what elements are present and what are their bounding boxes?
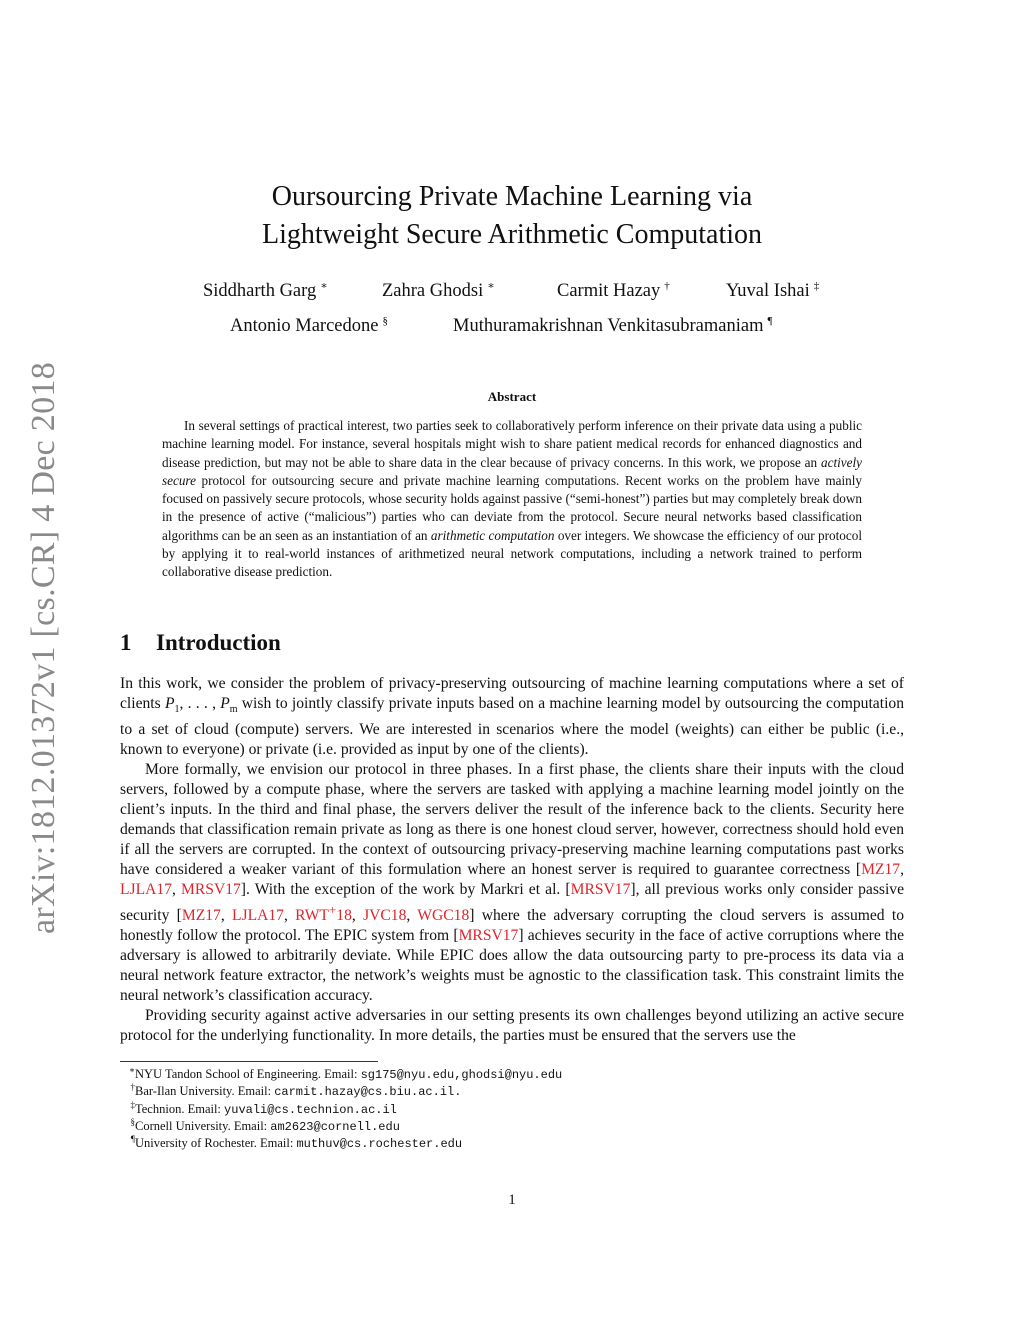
emphasis-arithmetic-computation: arithmetic computation	[430, 527, 555, 543]
author-ishai: Yuval Ishai ‡	[726, 280, 820, 301]
email-address[interactable]: yuvali@cs.technion.ac.il	[224, 1102, 397, 1117]
math-clients: $P_1$, . . . , $P_m$	[164, 695, 238, 716]
citation-link[interactable]: LJLA17	[232, 907, 284, 925]
citation-link[interactable]: MZ17	[181, 907, 221, 925]
citation-link[interactable]: MRSV17	[181, 881, 241, 899]
section-title: Introduction	[156, 630, 281, 655]
author-garg: Siddharth Garg ∗	[203, 280, 328, 301]
affiliation-mark: ∗	[487, 280, 495, 292]
page-number: 1	[508, 1192, 516, 1208]
citation-link[interactable]: MZ17	[861, 861, 901, 879]
email-address[interactable]: sg175@nyu.edu,ghodsi@nyu.edu	[360, 1068, 563, 1082]
affiliation-mark: ¶	[767, 315, 773, 327]
affiliation-mark: §	[382, 315, 388, 327]
section-heading-introduction	[120, 629, 281, 657]
abstract-text: In several settings of practical interest, two parties seek to collaboratively perform inference on their private data using a public machine learning model. For instance, several hospitals might wish to share patient medical records for enhanced diagnostics and disease prediction, but may not be able to share data in the clear because of privacy concerns. In this work, we propose an actively secure protocol for outsourcing secure and private machine learning computations. Recent works on the problem have mainly focused on passively secure protocols, whose security holds against passive (“semi-honest”) parties but may completely break down in the presence of active (“malicious”) parties who can deviate from the protocol. Secure neural networks based classification algorithms can be an seen as an instantiation of an arithmetic computation over integers. We showcase the efficiency of our protocol by applying it to real-world instances of arithmetized neural network computations, including a network trained to perform collaborative disease prediction.	[162, 418, 862, 579]
introduction-body	[120, 674, 904, 1046]
citation-link[interactable]: LJLA17	[120, 881, 172, 899]
intro-paragraph-3: Providing security against active adversaries in our setting presents its own challenges beyond utilizing an active secure protocol for the underlying functionality. In more details, the parties must be ensured that the servers use the	[120, 1007, 904, 1045]
arxiv-identifier-stamp: arXiv:1812.01372v1 [cs.CR] 4 Dec 2018	[25, 361, 62, 935]
citation-link[interactable]: MRSV17	[570, 881, 631, 899]
email-address[interactable]: am2623@cornell.edu	[270, 1119, 400, 1134]
intro-paragraph-1: In this work, we consider the problem of privacy-preserving outsourcing of machine learning computations where a set of clients $P_1$, . . . , $P_m$ wish to jointly classify private inputs based on a machine learning model by outsourcing the computation to a set of cloud (compute) servers. We are interested in scenarios where the model (weights) can either be public (i.e., known to everyone) or private (i.e. provided as input by one of the clients).	[120, 675, 904, 759]
footnote-5: ¶ University of Rochester. Email: muthuv@cs.rochester.edu	[130, 1134, 463, 1152]
author-venkitasubramaniam: Muthuramakrishnan Venkitasubramaniam ¶	[453, 315, 773, 336]
author-ghodsi: Zahra Ghodsi ∗	[382, 280, 495, 301]
citation-link[interactable]: JVC18	[363, 907, 407, 925]
emphasis-actively-secure: actively secure	[162, 454, 862, 488]
footnote-rule	[120, 1061, 378, 1062]
email-address[interactable]: muthuv@cs.rochester.edu	[296, 1137, 463, 1152]
footnote-3: ‡ Technion. Email: yuvali@cs.technion.ac.il	[130, 1099, 397, 1117]
affiliation-mark: †	[664, 280, 670, 292]
footnote-2: † Bar-Ilan University. Email: carmit.hazay@cs.biu.ac.il.	[130, 1082, 462, 1100]
citation-link[interactable]: RWT+18	[295, 902, 352, 925]
author-hazay: Carmit Hazay †	[557, 280, 670, 301]
title-line-2: Lightweight Secure Arithmetic Computation	[261, 219, 763, 250]
footnotes	[120, 1066, 904, 1152]
affiliation-mark: ‡	[813, 280, 820, 292]
footnote-1: ∗ NYU Tandon School of Engineering. Email: sg175@nyu.edu,ghodsi@nyu.edu	[128, 1065, 563, 1082]
section-number: 1	[120, 630, 132, 655]
author-marcedone: Antonio Marcedone §	[230, 315, 388, 336]
affiliation-mark: ∗	[320, 280, 328, 292]
paper-title	[120, 178, 904, 254]
citation-link[interactable]: MRSV17	[458, 927, 519, 945]
footnote-4: § Cornell University. Email: am2623@cornell.edu	[130, 1116, 400, 1134]
email-address[interactable]: carmit.hazay@cs.biu.ac.il.	[274, 1085, 462, 1100]
abstract-heading: Abstract	[487, 389, 537, 404]
citation-link[interactable]: WGC18	[417, 907, 470, 925]
intro-paragraph-2: More formally, we envision our protocol in three phases. In a first phase, the clients share their inputs with the cloud servers, followed by a compute phase, where the servers are tasked with applying a machine learning model jointly on the client’s inputs. In the third and final phase, the servers deliver the result of the inference back to the clients. Security here demands that classification remain private as long as there is one honest cloud server, however, correctness should hold even if all the servers are corrupted. In the context of outsourcing privacy-preserving machine learning computations past works have considered a weaker variant of this formulation where an honest server is required to guarantee correctness [MZ17, LJLA17, MRSV17]. With the exception of the work by Markri et al. [MRSV17], all previous works only consider passive security [MZ17, LJLA17, RWT+18, JVC18, WGC18] where the adversary corrupting the cloud servers is assumed to honestly follow the protocol. The EPIC system from [MRSV17] achieves security in the face of active corruptions where the adversary is allowed to arbitrarily deviate. While EPIC does allow the data outsourcing party to pre-process its data via a neural network feature extractor, the network’s weights must be agnostic to the classification task. This constraint limits the neural network’s classification accuracy.	[120, 761, 905, 1005]
title-line-1: Oursourcing Private Machine Learning via	[271, 181, 753, 212]
